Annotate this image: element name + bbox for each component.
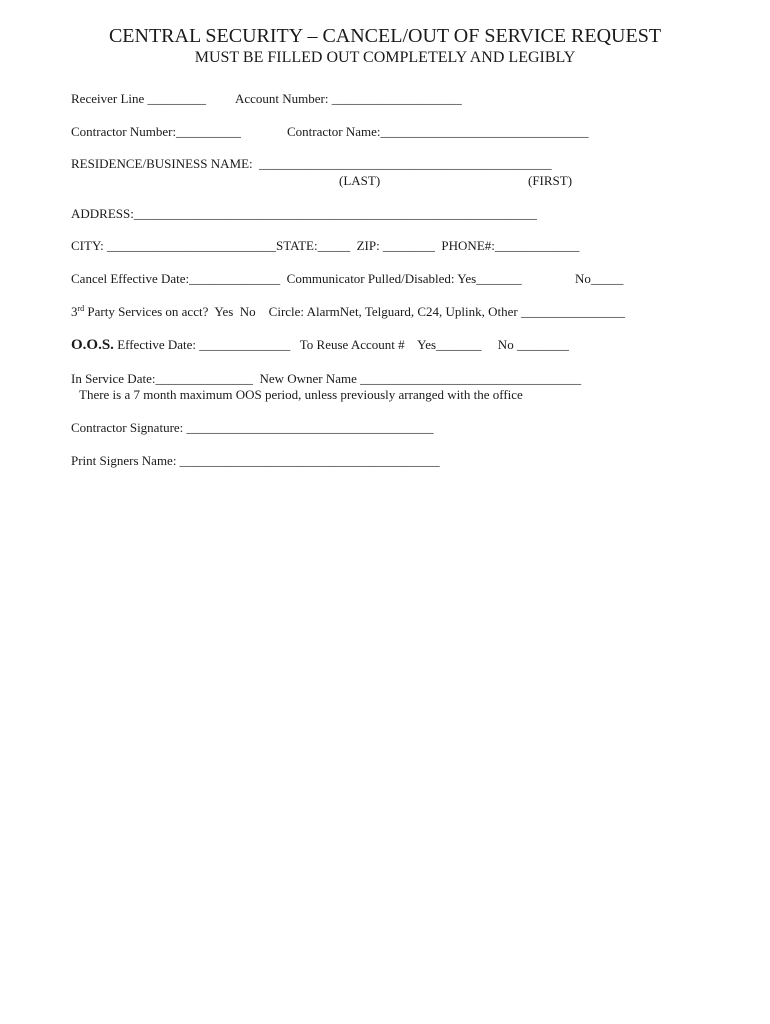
form-title: CENTRAL SECURITY – CANCEL/OUT OF SERVICE REQUEST [108,25,662,47]
print-signers-name-field[interactable]: Print Signers Name: ________________________________________ [71,453,440,468]
receiver-line-field[interactable]: Receiver Line _________ [71,91,207,106]
cancel-effective-date-field[interactable]: Cancel Effective Date:______________ Communicator Pulled/Disabled: Yes_______ [71,271,522,286]
last-name-label: (LAST) [339,173,381,188]
account-number-field[interactable]: Account Number: ____________________ [235,91,462,106]
oos-effective-date-field[interactable] [71,337,569,353]
contractor-signature-field[interactable]: Contractor Signature: ______________________________________ [71,420,434,435]
third-party-text: Party Services on acct? Yes No Circle: AlarmNet, Telguard, C24, Uplink, Other ________________ [84,304,625,319]
oos-label: O.O.S. [71,337,114,353]
contractor-number-field[interactable]: Contractor Number:__________ [71,124,242,139]
form-subtitle: MUST BE FILLED OUT COMPLETELY AND LEGIBLY [194,49,576,66]
third-party-number: 3 [71,304,78,319]
third-party-ordinal: rd [77,304,85,313]
first-name-label: (FIRST) [528,173,573,188]
city-state-zip-phone-field[interactable]: CITY: __________________________STATE:_____ ZIP: ________ PHONE#:_____________ [71,238,580,253]
residence-business-name-field[interactable]: RESIDENCE/BUSINESS NAME: _____________________________________________ [71,156,552,171]
in-service-date-field[interactable]: In Service Date:_______________ New Owner Name __________________________________ [71,371,582,386]
communicator-no-field[interactable]: No_____ [575,271,624,286]
third-party-services-field[interactable] [71,304,625,320]
address-field[interactable]: ADDRESS:______________________________________________________________ [71,206,537,221]
oos-period-note: There is a 7 month maximum OOS period, unless previously arranged with the office [79,387,523,402]
oos-text: Effective Date: ______________ To Reuse Account # Yes_______ No ________ [113,337,569,352]
contractor-name-field[interactable]: Contractor Name:________________________________ [287,124,589,139]
